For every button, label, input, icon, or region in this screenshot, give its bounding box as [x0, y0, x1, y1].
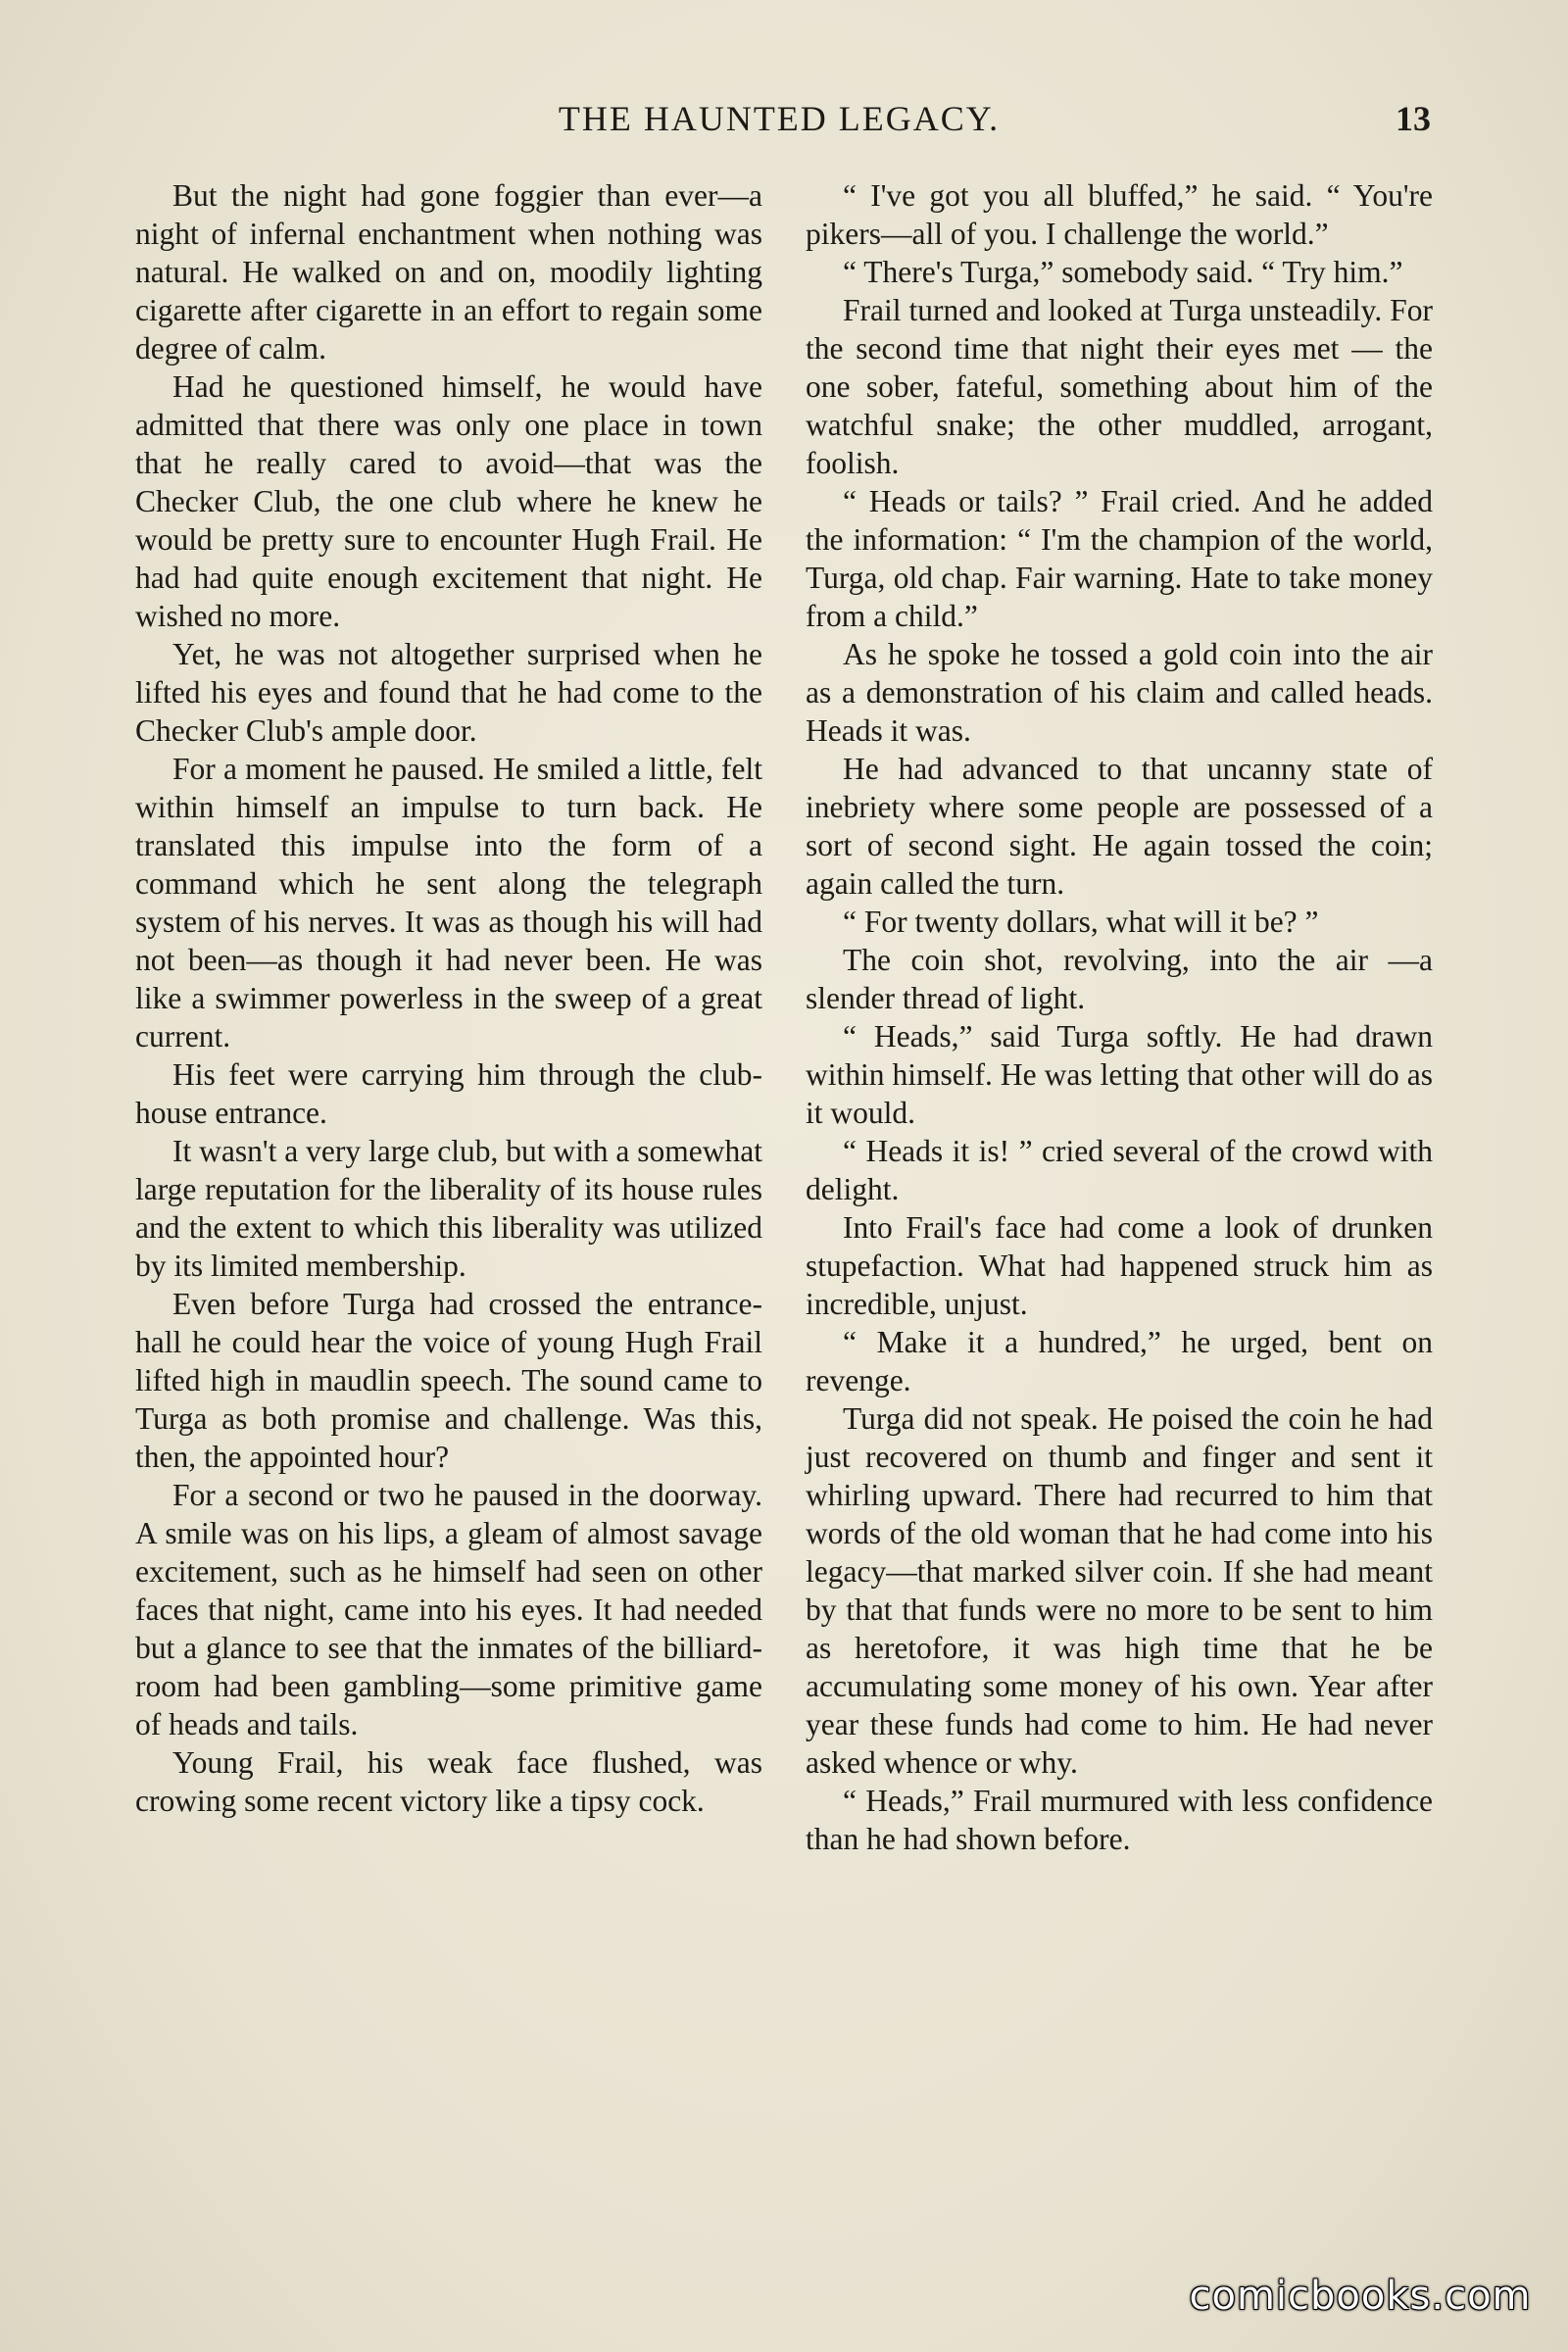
paragraph: For a second or two he paused in the doorway. A smile was on his lips, a gleam of almost savage excitement, such as he himself had seen on other faces that night, came into his eyes. It had needed but a glance to see that the inmates of the billiard-room had been gambling—some primitive game of heads and tails.	[135, 1478, 762, 1741]
paragraph: But the night had gone foggier than ever—a night of infernal enchantment when nothing was natural. He walked on and on, moodily lighting cigarette after cigarette in an effort to regain some degree of calm.	[135, 178, 762, 366]
paragraph: “ There's Turga,” somebody said. “ Try him.”	[843, 255, 1403, 289]
paragraph: “ For twenty dollars, what will it be? ”	[843, 905, 1319, 939]
paragraph: “ Make it a hundred,” he urged, bent on revenge.	[806, 1325, 1433, 1397]
paragraph: For a moment he paused. He smiled a little, felt within himself an impulse to turn back. He translated this impulse into the form of a command which he sent along the telegraph system of his nerves. It was as though his will had not been—as though it had never been. He was like a swimmer powerless in the sweep of a great current.	[135, 752, 762, 1054]
paragraph: “ Heads,” said Turga softly. He had drawn within himself. He was letting that other will do as it would.	[806, 1019, 1433, 1130]
paragraph: It wasn't a very large club, but with a somewhat large reputation for the liberality of its house rules and the extent to which this liberality was utilized by its limited membership.	[135, 1134, 762, 1283]
paragraph: He had advanced to that uncanny state of inebriety where some people are possessed of a sort of second sight. He again tossed the coin; again called the turn.	[806, 752, 1433, 901]
page-number: 13	[1396, 99, 1431, 138]
paragraph: Had he questioned himself, he would have admitted that there was only one place in town that he really cared to avoid—that was the Checker Club, the one club where he knew he would be pretty sure to encounter Hugh Frail. He had had quite enough excitement that night. He wished no more.	[135, 369, 762, 633]
paragraph: His feet were carrying him through the club-house entrance.	[135, 1057, 762, 1130]
paragraph: Frail turned and looked at Turga unsteadily. For the second time that night their eyes met — the one sober, fateful, something about him of the watchful snake; the other muddled, arrogant, foolish.	[806, 293, 1433, 480]
paragraph: “ Heads,” Frail murmured with less confidence than he had shown before.	[806, 1784, 1433, 1856]
left-column	[135, 176, 762, 1820]
paragraph: Young Frail, his weak face flushed, was crowing some recent victory like a tipsy cock.	[135, 1745, 762, 1818]
paragraph: “ Heads or tails? ” Frail cried. And he added the information: “ I'm the champion of the world, Turga, old chap. Fair warning. Hate to take money from a child.”	[806, 484, 1433, 633]
page-title: THE HAUNTED LEGACY.	[558, 99, 1001, 138]
paragraph: Turga did not speak. He poised the coin he had just recovered on thumb and finger and sent it whirling upward. There had recurred to him that words of the old woman that he had come into his legacy—that marked silver coin. If she had meant by that that funds were no more to be sent to him as heretofore, it was high time that he be accumulating some money of his own. Year after year these funds had come to him. He had never asked whence or why.	[806, 1401, 1433, 1780]
paragraph: The coin shot, revolving, into the air —a slender thread of light.	[806, 943, 1433, 1015]
paragraph: Yet, he was not altogether surprised when he lifted his eyes and found that he had come to the Checker Club's ample door.	[135, 637, 762, 748]
paragraph: “ Heads it is! ” cried several of the crowd with delight.	[806, 1134, 1433, 1206]
running-head	[127, 98, 1431, 147]
paragraph: As he spoke he tossed a gold coin into the air as a demonstration of his claim and called heads. Heads it was.	[806, 637, 1433, 748]
right-column	[806, 176, 1433, 1858]
watermark: comicbooks.com	[1189, 2274, 1532, 2319]
paragraph: “ I've got you all bluffed,” he said. “ You're pikers—all of you. I challenge the world.”	[806, 178, 1433, 251]
paragraph: Even before Turga had crossed the entrance-hall he could hear the voice of young Hugh Frail lifted high in maudlin speech. The sound came to Turga as both promise and challenge. Was this, then, the appointed hour?	[135, 1287, 762, 1474]
paragraph: Into Frail's face had come a look of drunken stupefaction. What had happened struck him as incredible, unjust.	[806, 1210, 1433, 1321]
